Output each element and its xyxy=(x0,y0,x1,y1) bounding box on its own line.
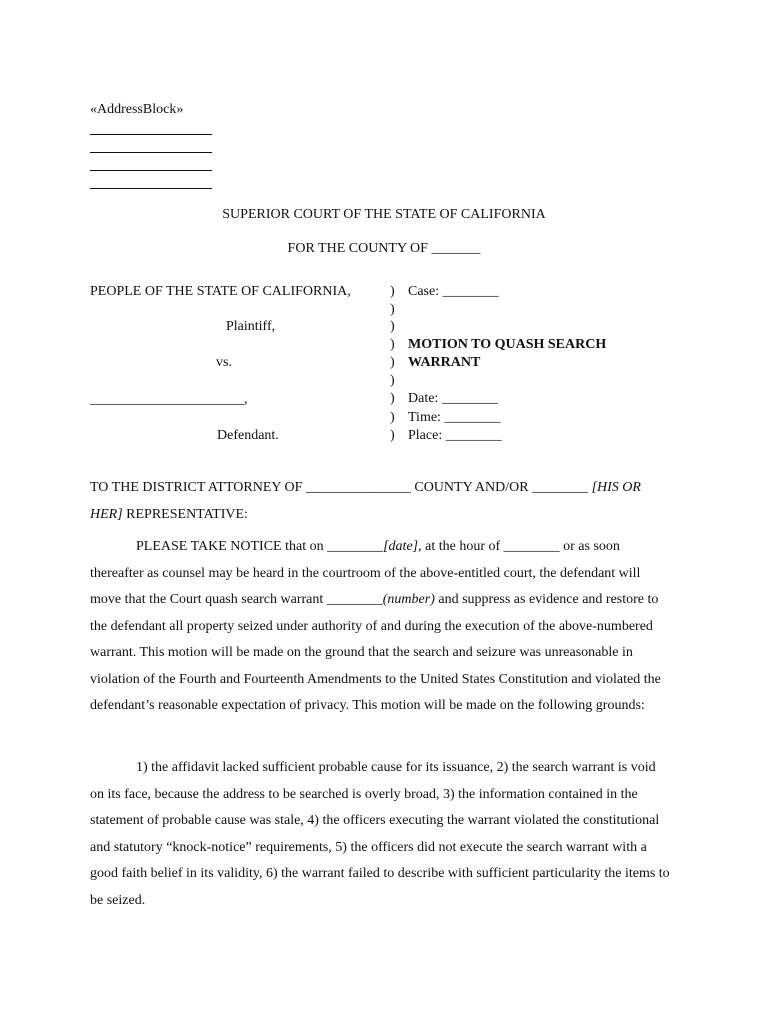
caption-paren: ) xyxy=(390,284,395,299)
plaintiff-label: Plaintiff, xyxy=(226,319,276,334)
versus-label: vs. xyxy=(216,355,232,370)
grounds-paragraph: 1) the affidavit lacked sufficient probable cause for its issuance, 2) the search warrant is void on its face, because the address to be searched is overly broad, 3) the information contained in the statement of probable cause was stale, 4) the officers executing the warrant violated the constitutional and statutory “knock-notice” requirements, 5) the officers did not execute the search warrant with a good faith belief in its validity, 6) the warrant failed to describe with sufficient particularity the items to be seized. xyxy=(90,760,670,908)
number-placeholder: (number) xyxy=(382,592,435,607)
address-blank-line xyxy=(90,152,212,153)
motion-title-line2: WARRANT xyxy=(408,355,481,370)
notice-text: , at the hour of ________ or as soon thereafter as counsel may be heard in the courtroom of the above-entitled court, the defendant will move that the Court quash search warrant ________ xyxy=(90,539,641,607)
defendant-label: Defendant. xyxy=(217,428,279,443)
caption-paren: ) xyxy=(390,337,395,352)
address-blank-line xyxy=(90,134,212,135)
caption-paren: ) xyxy=(390,302,395,317)
address-blank-line xyxy=(90,188,212,189)
caption-paren: ) xyxy=(390,319,395,334)
addressee-paragraph xyxy=(90,475,670,528)
hearing-time-label: Time: ________ xyxy=(408,410,501,425)
addressee-text-end: REPRESENTATIVE: xyxy=(122,506,248,522)
caption-paren: ) xyxy=(390,410,395,425)
caption-paren: ) xyxy=(390,373,395,388)
addressee-italic-placeholder: [HIS OR HER] xyxy=(90,480,641,522)
caption-paren: ) xyxy=(390,391,395,406)
court-heading: SUPERIOR COURT OF THE STATE OF CALIFORNIA xyxy=(222,207,546,222)
motion-title-line1: MOTION TO QUASH SEARCH xyxy=(408,337,607,352)
caption-paren: ) xyxy=(390,428,395,443)
notice-text: PLEASE TAKE NOTICE that on ________ xyxy=(136,539,384,554)
date-placeholder: [date] xyxy=(383,539,419,554)
address-block-placeholder: «AddressBlock» xyxy=(90,102,184,117)
case-number-label: Case: ________ xyxy=(408,284,499,299)
address-blank-line xyxy=(90,170,212,171)
hearing-date-label: Date: ________ xyxy=(408,391,498,406)
notice-paragraph xyxy=(90,534,670,720)
hearing-place-label: Place: ________ xyxy=(408,428,502,443)
addressee-text: TO THE DISTRICT ATTORNEY OF _______________ COUNTY AND/OR ________ xyxy=(90,480,592,495)
plaintiff-name: PEOPLE OF THE STATE OF CALIFORNIA, xyxy=(90,284,351,299)
caption-paren: ) xyxy=(390,355,395,370)
defendant-blank: ______________________, xyxy=(90,392,248,407)
notice-text: and suppress as evidence and restore to the defendant all property seized under authority of and during the execution of the above-numbered warrant. This motion will be made on the ground that the search and seizure was unreasonable in violation of the Fourth and Fourteenth Amendments to the United States Constitution and violated the defendant’s reasonable expectation of privacy. This motion will be made on the following grounds: xyxy=(90,592,661,713)
county-heading: FOR THE COUNTY OF _______ xyxy=(287,241,481,256)
